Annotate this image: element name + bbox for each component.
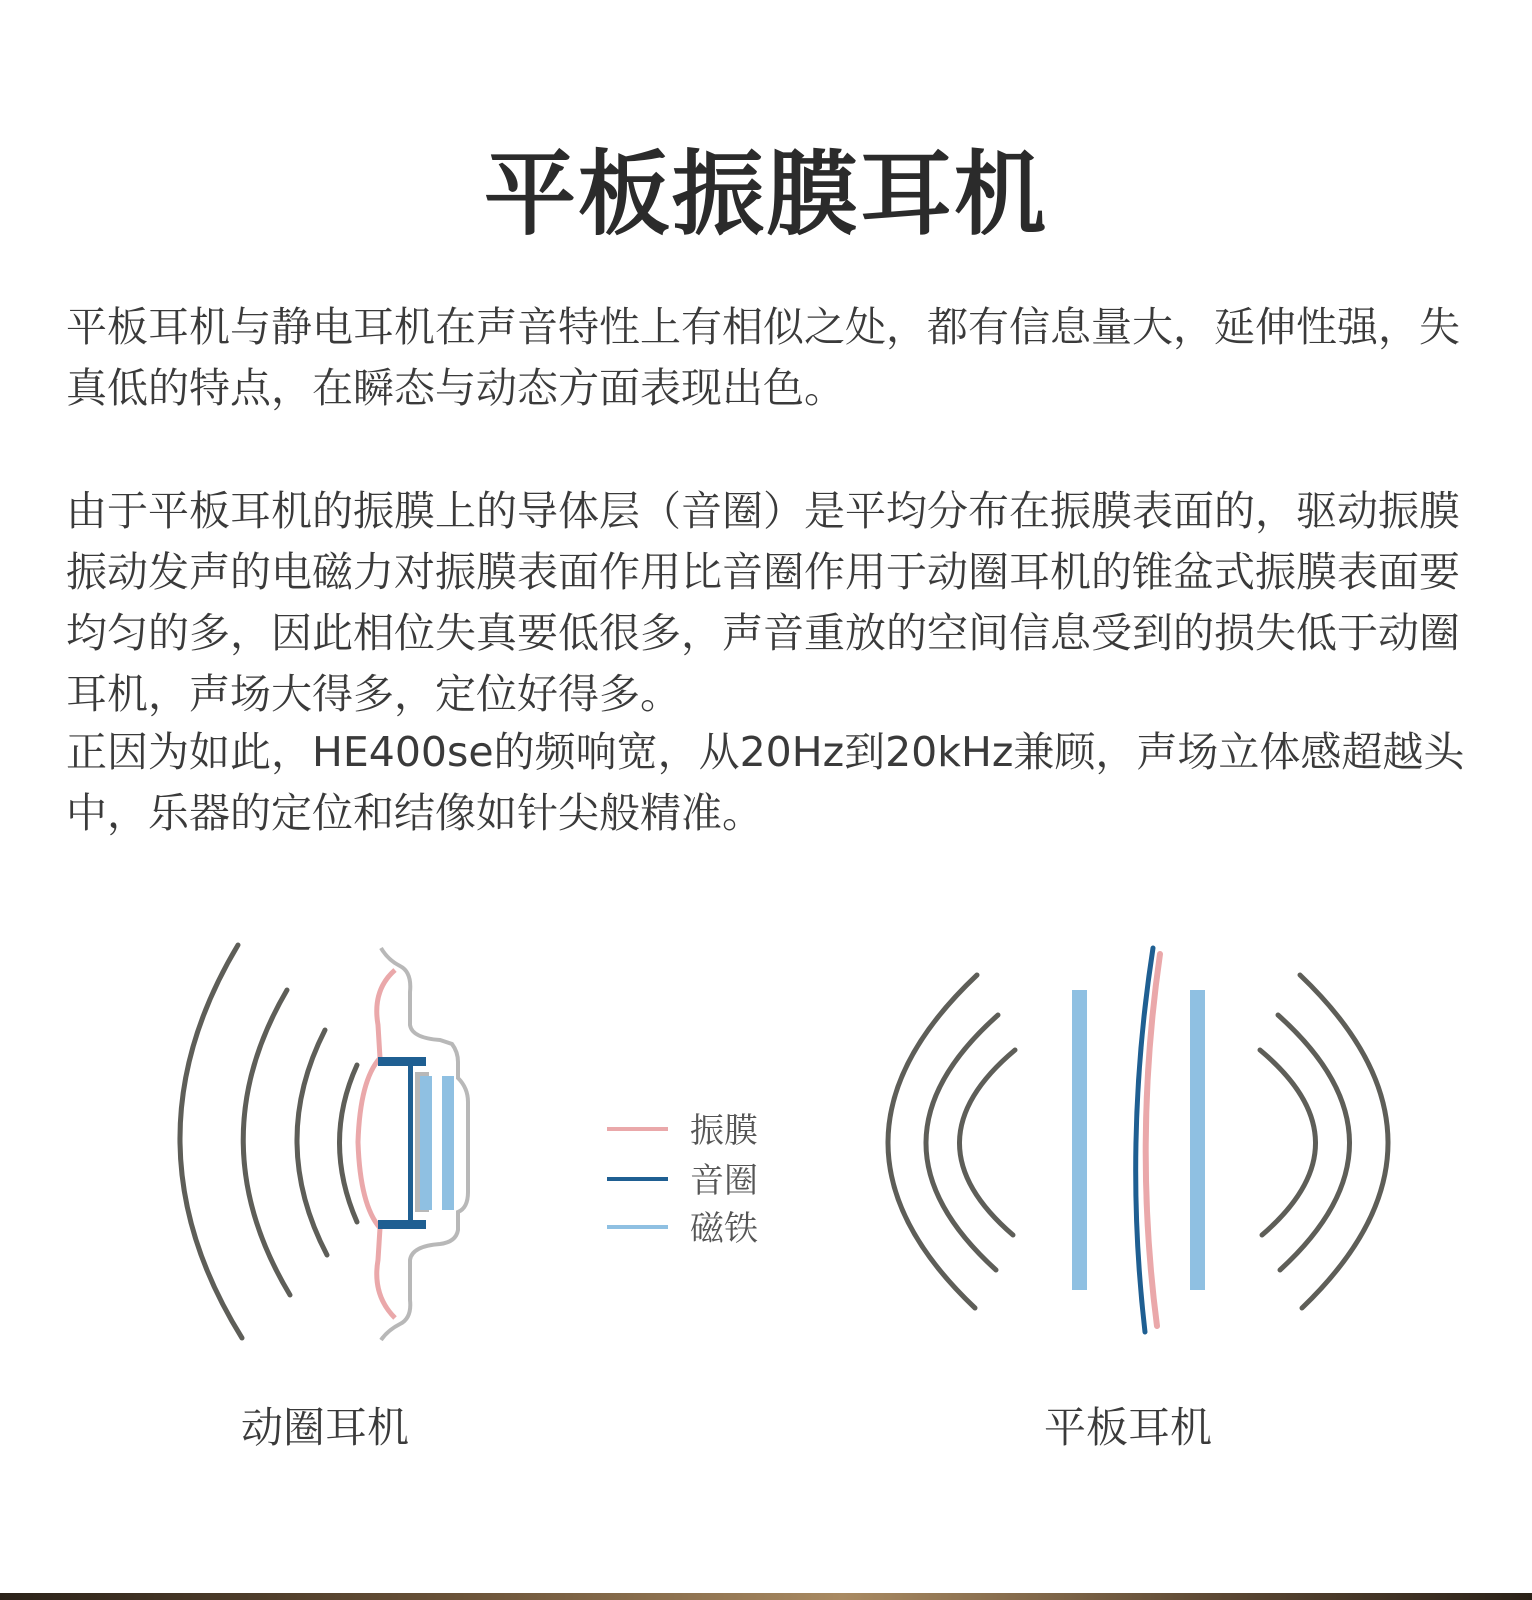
- dynamic-wave-1: [180, 945, 242, 1338]
- dynamic-magnets: [415, 1072, 454, 1212]
- dynamic-driver-illustration: [180, 945, 468, 1340]
- page-title: 平板振膜耳机: [483, 141, 1048, 248]
- feature-paragraph: 正因为如此，HE400se的频响宽，从20Hz到20kHz兼顾，声场立体感超越头中，乐器的定位和结像如针尖般精准。: [66, 728, 1465, 837]
- dynamic-wave-4: [340, 1065, 358, 1222]
- principle-paragraph: 由于平板耳机的振膜上的导体层（音圈）是平均分布在振膜表面的，驱动振膜振动发声的电磁力对振膜表面作用比音圈作用于动圈耳机的锥盆式振膜表面要均匀的多，因此相位失真要低很多，声音重放的空间信息受到的损失低于动圈耳机，声场大得多，定位好得多。: [66, 487, 1460, 718]
- legend: [607, 1111, 758, 1249]
- dynamic-sound-waves: [180, 945, 357, 1338]
- planar-wave-left-2: [926, 1015, 998, 1270]
- planar-sound-waves-right: [1260, 975, 1388, 1308]
- legend-label-voice-coil: 音圈: [690, 1161, 758, 1201]
- dynamic-diaphragm: [358, 970, 395, 1318]
- planar-magnet-right: [1190, 990, 1205, 1290]
- planar-wave-left-1: [888, 975, 977, 1308]
- dynamic-wave-2: [243, 990, 290, 1295]
- driver-comparison-diagram: [0, 930, 1532, 1450]
- planar-wave-left-3: [959, 1050, 1015, 1235]
- planar-wave-right-3: [1260, 1050, 1316, 1235]
- footer-divider: [0, 1593, 1532, 1600]
- planar-driver-caption: 平板耳机: [1043, 1403, 1213, 1450]
- legend-label-diaphragm: 振膜: [690, 1111, 758, 1151]
- planar-sound-waves-left: [888, 975, 1015, 1308]
- intro-paragraph: 平板耳机与静电耳机在声音特性上有相似之处，都有信息量大，延伸性强，失真低的特点，在瞬态与动态方面表现出色。: [66, 303, 1460, 412]
- planar-driver-illustration: [888, 948, 1388, 1332]
- legend-label-magnet: 磁铁: [690, 1209, 758, 1249]
- dynamic-wave-3: [297, 1030, 327, 1255]
- planar-magnet-left: [1072, 990, 1087, 1290]
- dynamic-driver-caption: 动圈耳机: [240, 1403, 410, 1450]
- planar-diaphragm: [1146, 954, 1160, 1326]
